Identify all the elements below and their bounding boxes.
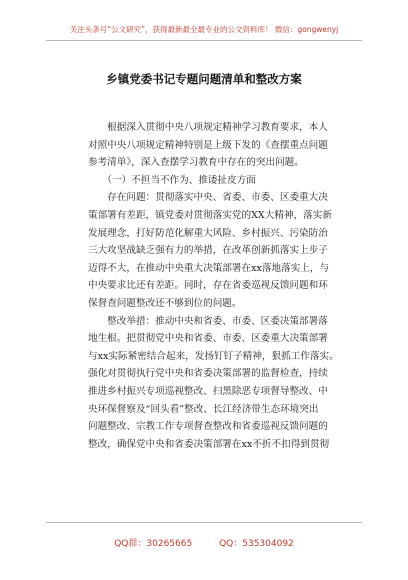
section-heading: （一）不担当不作为、推诿扯皮方面 [88, 174, 256, 186]
body-line: 与xx实际紧密结合起来，发扬钉钉子精神，狠抓工作落实。 [88, 350, 339, 362]
footer-qq-group: QQ群：30265665 [114, 539, 193, 549]
body-line: 三大攻坚战缺乏强有力的举措，在改革创新抓落实上步子 [88, 245, 328, 257]
body-line: 发展理念，打好防范化解重大风险、乡村振兴、污染防治 [88, 227, 328, 239]
body-line: 问题整改、宗教工作专项督查整改和省委巡视反馈问题的 [88, 421, 328, 433]
body-line: 整改举措：推动中央和省委、市委、区委决策部署落 [88, 315, 328, 327]
body-line: 策部署有差距，镇党委对贯彻落实党的XX大精神，落实新 [88, 209, 332, 221]
body-line: 根据深入贯彻中央八项规定精神学习教育要求，本人 [88, 122, 328, 133]
header-banner: 关注头条号“公文研究”，获得最新最全最专业的公文资料库！ 微信：gongwenyj [69, 25, 339, 34]
body-line: 中央要求比还有差距。同时，存在省委巡视反馈问题和环 [88, 280, 328, 292]
body-line: 推进乡村振兴专项巡视整改、扫黑除恶专项督导整改、中 [88, 385, 328, 397]
document-body [88, 119, 340, 453]
body-line: 地生根。把贯彻党中央和省委、市委、区委重大决策部署 [88, 333, 328, 345]
body-line: 强化对贯彻执行党中央和省委决策部署的监督检查，持续 [88, 368, 328, 380]
footer-qq: QQ：535304092 [219, 539, 294, 549]
document-title: 乡镇党委书记专题问题清单和整改方案 [106, 72, 302, 86]
body-line: 保督查问题整改还不够到位的问题。 [88, 297, 242, 309]
header-divider [46, 40, 362, 41]
footer-divider [46, 522, 362, 523]
body-line: 对照中央八项规定精神特别是上级下发的《查摆重点问题 [88, 139, 328, 151]
body-line: 参考清单》，深入查摆学习教育中存在的突出问题。 [88, 157, 304, 169]
body-line: 央环保督察及“回头看”整改、长江经济带生态环境突出 [88, 403, 319, 415]
body-line: 存在问题：贯彻落实中央、省委、市委、区委重大决 [88, 192, 328, 204]
footer-contact [0, 536, 408, 549]
body-line: 整改，确保党中央和省委决策部署在xx不折不扣得到贯彻 [88, 438, 330, 450]
body-line: 迈得不大，在推动中央重大决策部署在xx落地落实上，与 [88, 262, 330, 274]
